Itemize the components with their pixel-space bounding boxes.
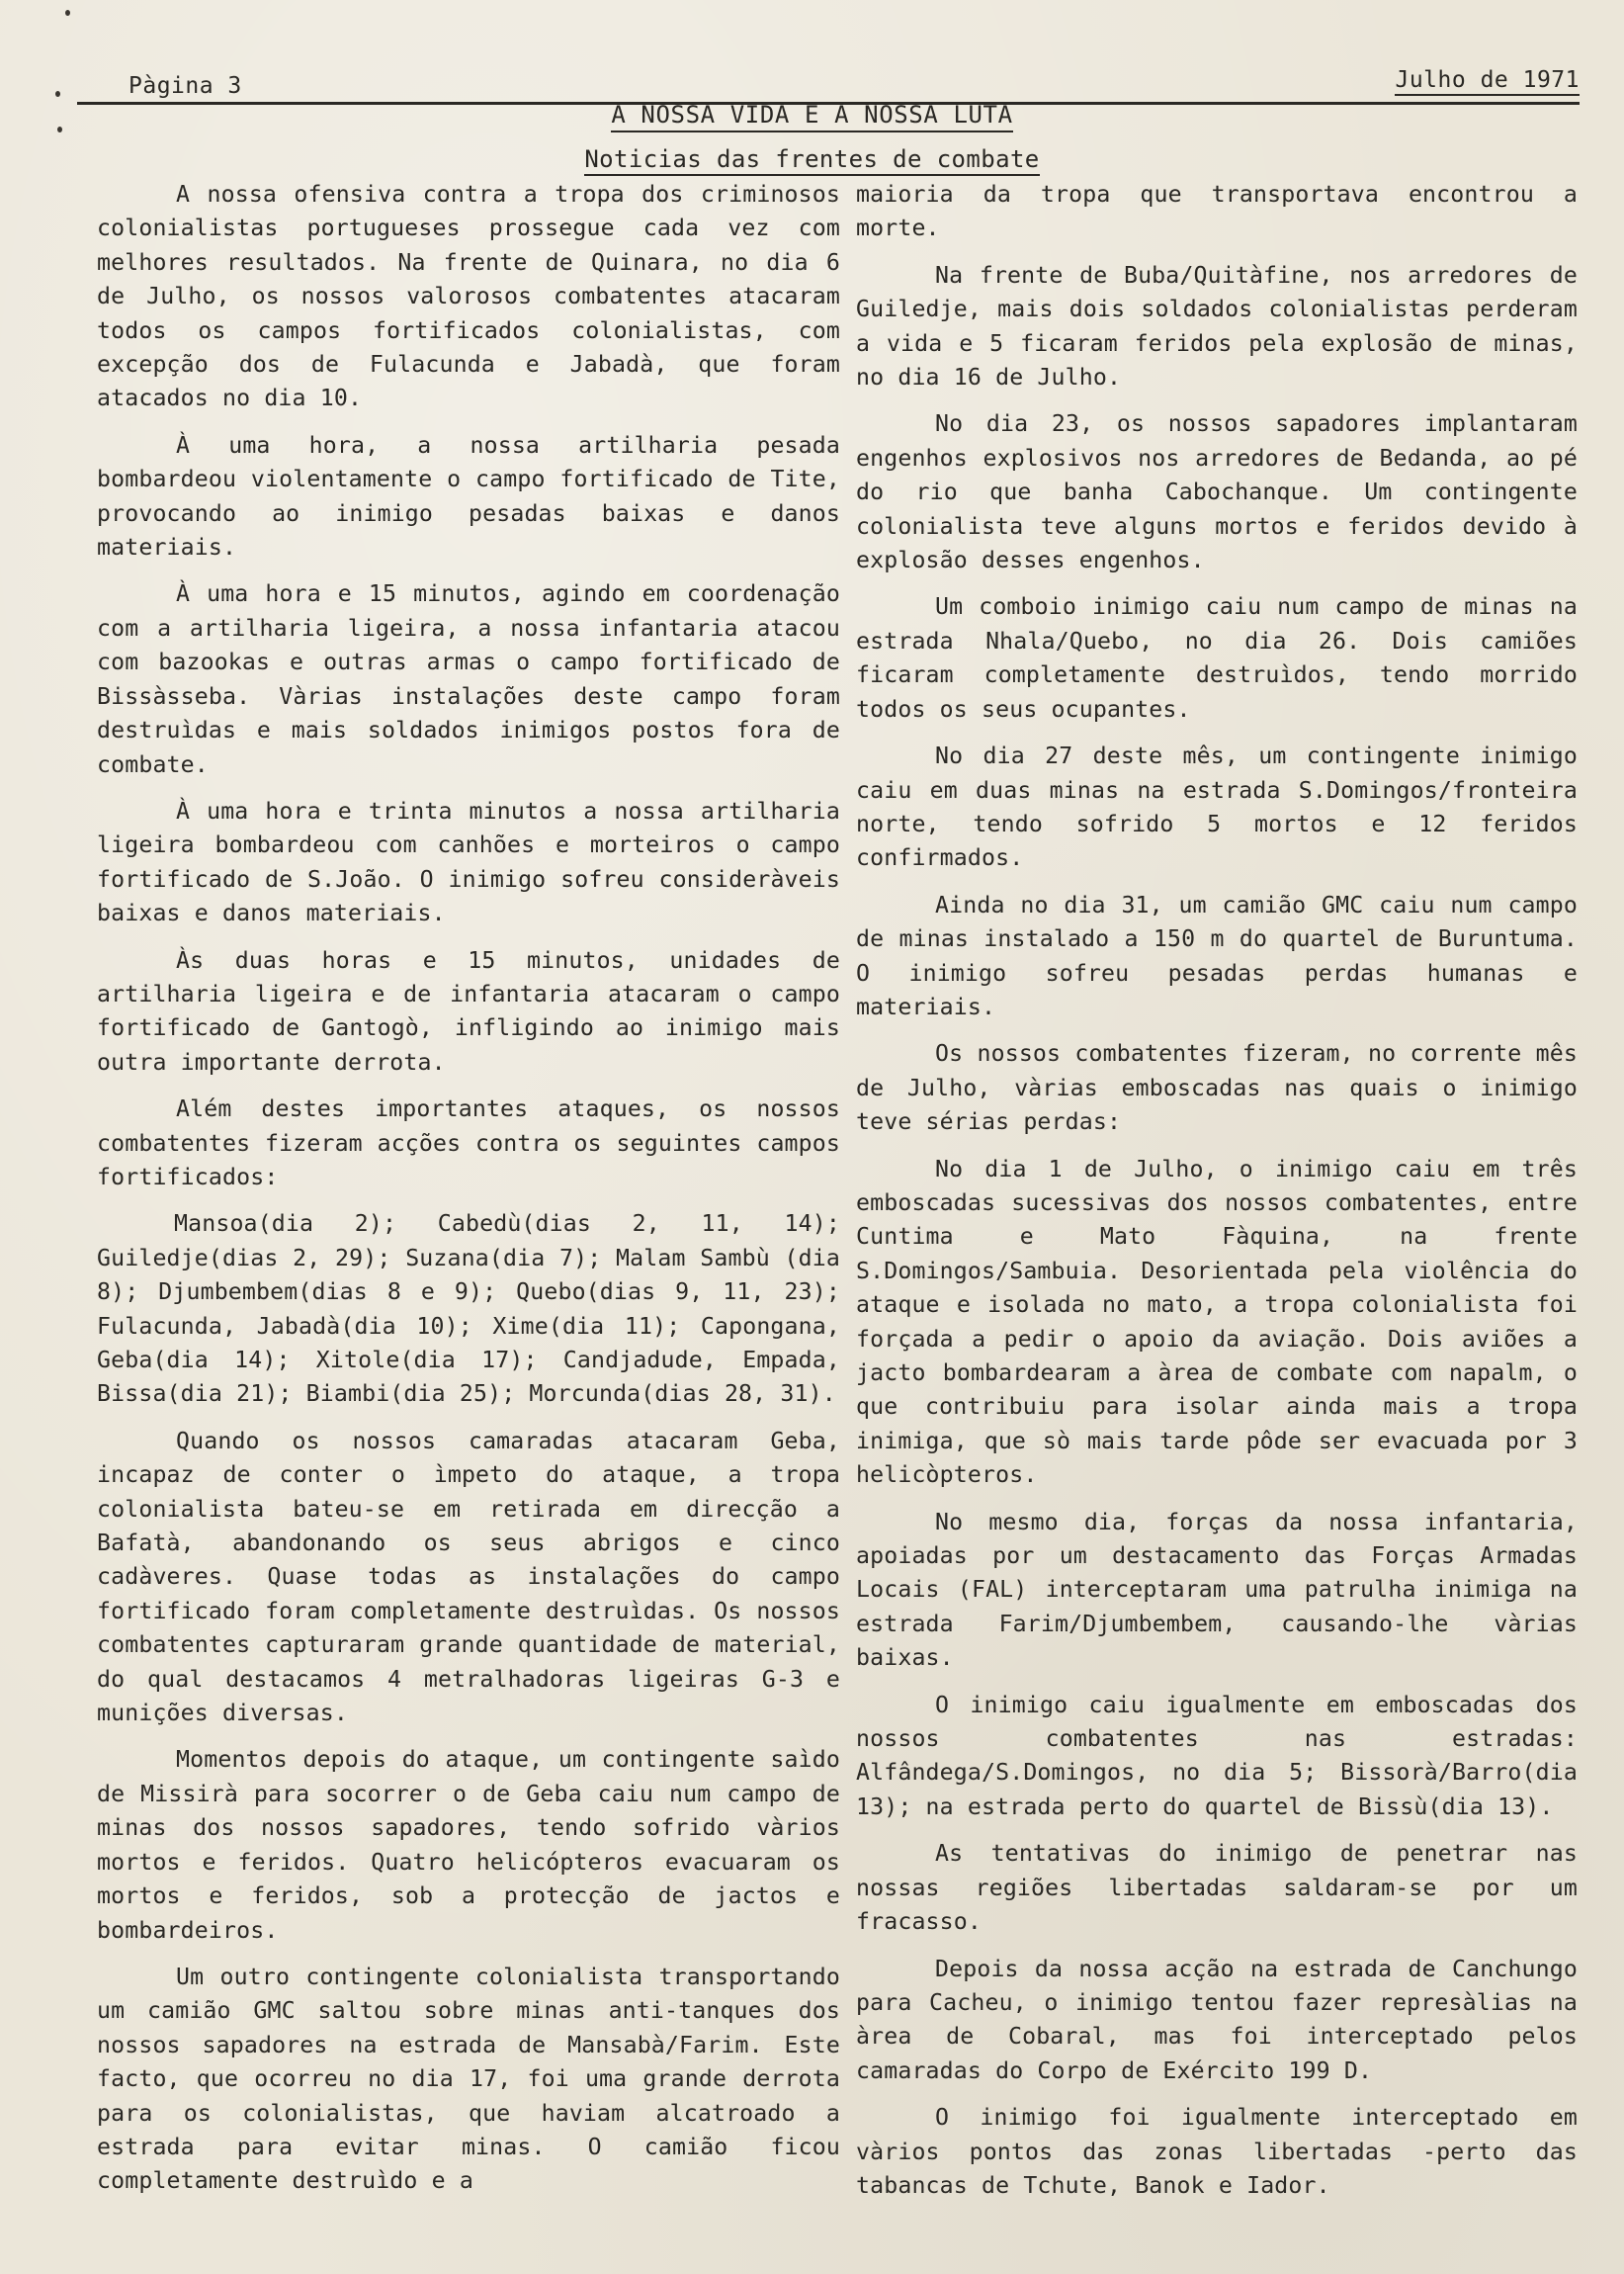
article-title — [0, 145, 1624, 173]
paragraph: O inimigo caiu igualmente em emboscadas dos nossos combatentes nas estradas: Alfândega/S.Domingos, no dia 5; Bissorà/Barro(dia 13); na estrada perto do quartel de Bissù(dia 13). — [856, 1691, 1578, 1820]
paragraph: Ainda no dia 31, um camião GMC caiu num campo de minas instalado a 150 m do quartel de Buruntuma. O inimigo sofreu pesadas perdas humanas e materiais. — [856, 891, 1578, 1020]
paragraph: À uma hora e 15 minutos, agindo em coordenação com a artilharia ligeira, a nossa infantaria atacou com bazookas e outras armas o campo fortificado de Bissàsseba. Vàrias instalações deste campo foram destruìdas e mais soldados inimigos postos fora de combate. — [97, 580, 840, 778]
issue-date: Julho de 1971 — [1395, 67, 1580, 96]
punch-mark — [65, 10, 70, 16]
paragraph: À uma hora, a nossa artilharia pesada bombardeou violentamente o campo fortificado de Tite, provocando ao inimigo pesadas baixas e danos materiais. — [97, 431, 840, 562]
paragraph: Um comboio inimigo caiu num campo de minas na estrada Nhala/Quebo, no dia 26. Dois camiões ficaram completamente destruìdos, tendo morrido todos os seus ocupantes. — [856, 593, 1578, 723]
paragraph: O inimigo foi igualmente interceptado em vàrios pontos das zonas libertadas -perto das tabancas de Tchute, Banok e Iador. — [856, 2104, 1578, 2199]
left-column — [97, 178, 840, 2212]
section-title — [0, 101, 1624, 129]
paragraph: Na frente de Buba/Quitàfine, nos arredores de Guiledje, mais dois soldados colonialistas perderam a vida e 5 ficaram feridos pela explosão de minas, no dia 16 de Julho. — [856, 261, 1578, 392]
paragraph: No dia 23, os nossos sapadores implantaram engenhos explosivos nos arredores de Bedanda, ao pé do rio que banha Cabochanque. Um contingente colonialista teve alguns mortos e feridos devido à explosão desses engenhos. — [856, 410, 1578, 574]
right-column — [856, 178, 1578, 2216]
paragraph: Um outro contingente colonialista transportando um camião GMC saltou sobre minas anti-tanques dos nossos sapadores na estrada de Mansabà/Farim. Este facto, que ocorreu no dia 17, foi uma grande derrota para os colonialistas, que haviam alcatroado a estrada para evitar minas. O camião ficou completamente destruìdo e a — [97, 1963, 840, 2195]
paragraph: Depois da nossa acção na estrada de Canchungo para Cacheu, o inimigo tentou fazer represàlias na àrea de Cobaral, mas foi interceptado pelos camaradas do Corpo de Exército 199 D. — [856, 1955, 1578, 2084]
article-title-text: Noticias das frentes de combate — [584, 145, 1039, 176]
paragraph: As tentativas do inimigo de penetrar nas nossas regiões libertadas saldaram-se por um fracasso. — [856, 1840, 1578, 1936]
paragraph: A nossa ofensiva contra a tropa dos criminosos colonialistas portugueses prossegue cada vez com melhores resultados. Na frente de Quinara, no dia 6 de Julho, os nossos valorosos combatentes atacaram todos os campos fortificados colonialistas, com excepção dos de Fulacunda e Jabadà, que foram atacados no dia 10. — [97, 181, 840, 412]
paragraph: Momentos depois do ataque, um contingente saìdo de Missirà para socorrer o de Geba caiu num campo de minas dos nossos sapadores, tendo sofrido vàrios mortos e feridos. Quatro helicópteros evacuaram os mortos e feridos, sob a protecção de jactos e bombardeiros. — [97, 1746, 840, 1944]
paragraph-continued: maioria da tropa que transportava encontrou a morte. — [856, 181, 1578, 242]
punch-mark — [55, 91, 60, 97]
section-title-text: A NOSSA VIDA E A NOSSA LUTA — [611, 101, 1012, 132]
paragraph: No mesmo dia, forças da nossa infantaria, apoiadas por um destacamento das Forças Armadas Locais (FAL) interceptaram uma patrulha inimiga na estrada Farim/Djumbembem, causando-lhe vàrias baixas. — [856, 1508, 1578, 1672]
paragraph: À uma hora e trinta minutos a nossa artilharia ligeira bombardeou com canhões e morteiros o campo fortificado de S.João. O inimigo sofreu consideràveis baixas e danos materiais. — [97, 797, 840, 927]
paragraph: Às duas horas e 15 minutos, unidades de artilharia ligeira e de infantaria atacaram o campo fortificado de Gantogò, infligindo ao inimigo mais outra importante derrota. — [97, 946, 840, 1076]
paragraph: Além destes importantes ataques, os nossos combatentes fizeram acções contra os seguintes campos fortificados: — [97, 1095, 840, 1190]
paragraph: No dia 27 deste mês, um contingente inimigo caiu em duas minas na estrada S.Domingos/fronteira norte, tendo sofrido 5 mortos e 12 feridos confirmados. — [856, 743, 1578, 872]
paragraph: Quando os nossos camaradas atacaram Geba, incapaz de conter o ìmpeto do ataque, a tropa colonialista bateu-se em retirada em direcção a Bafatà, abandonando os seus abrigos e cinco cadàveres. Quase todas as instalações do campo fortificado foram completamente destruìdas. Os nossos combatentes capturaram grande quantidade de material, do qual destacamos 4 metralhadoras ligeiras G-3 e munições diversas. — [97, 1427, 840, 1727]
paragraph: No dia 1 de Julho, o inimigo caiu em três emboscadas sucessivas dos nossos combatentes, entre Cuntima e Mato Fàquina, na frente S.Domingos/Sambuia. Desorientada pela violência do ataque e isolada no mato, a tropa colonialista foi forçada a pedir o apoio da aviação. Dois aviões a jacto bombardearam a àrea de combate com napalm, o que contribuiu para isolar ainda mais a tropa inimiga, que sò mais tarde pôde ser evacuada por 3 helicòpteros. — [856, 1155, 1578, 1489]
fortified-camps-list: Mansoa(dia 2); Cabedù(dias 2, 11, 14); Guiledje(dias 2, 29); Suzana(dia 7); Malam Sambù (dia 8); Djumbembem(dias 8 e 9); Quebo(dias 9, 11, 23); Fulacunda, Jabadà(dia 10); Xime(dia 11); Capongana, Geba(dia 14); Xitole(dia 17); Candjadude, Empada, Bissa(dia 21); Biambi(dia 25); Morcunda(dias 28, 31). — [97, 1210, 840, 1408]
paragraph: Os nossos combatentes fizeram, no corrente mês de Julho, vàrias emboscadas nas quais o inimigo teve sérias perdas: — [856, 1040, 1578, 1136]
page-number: Pàgina 3 — [128, 73, 242, 99]
